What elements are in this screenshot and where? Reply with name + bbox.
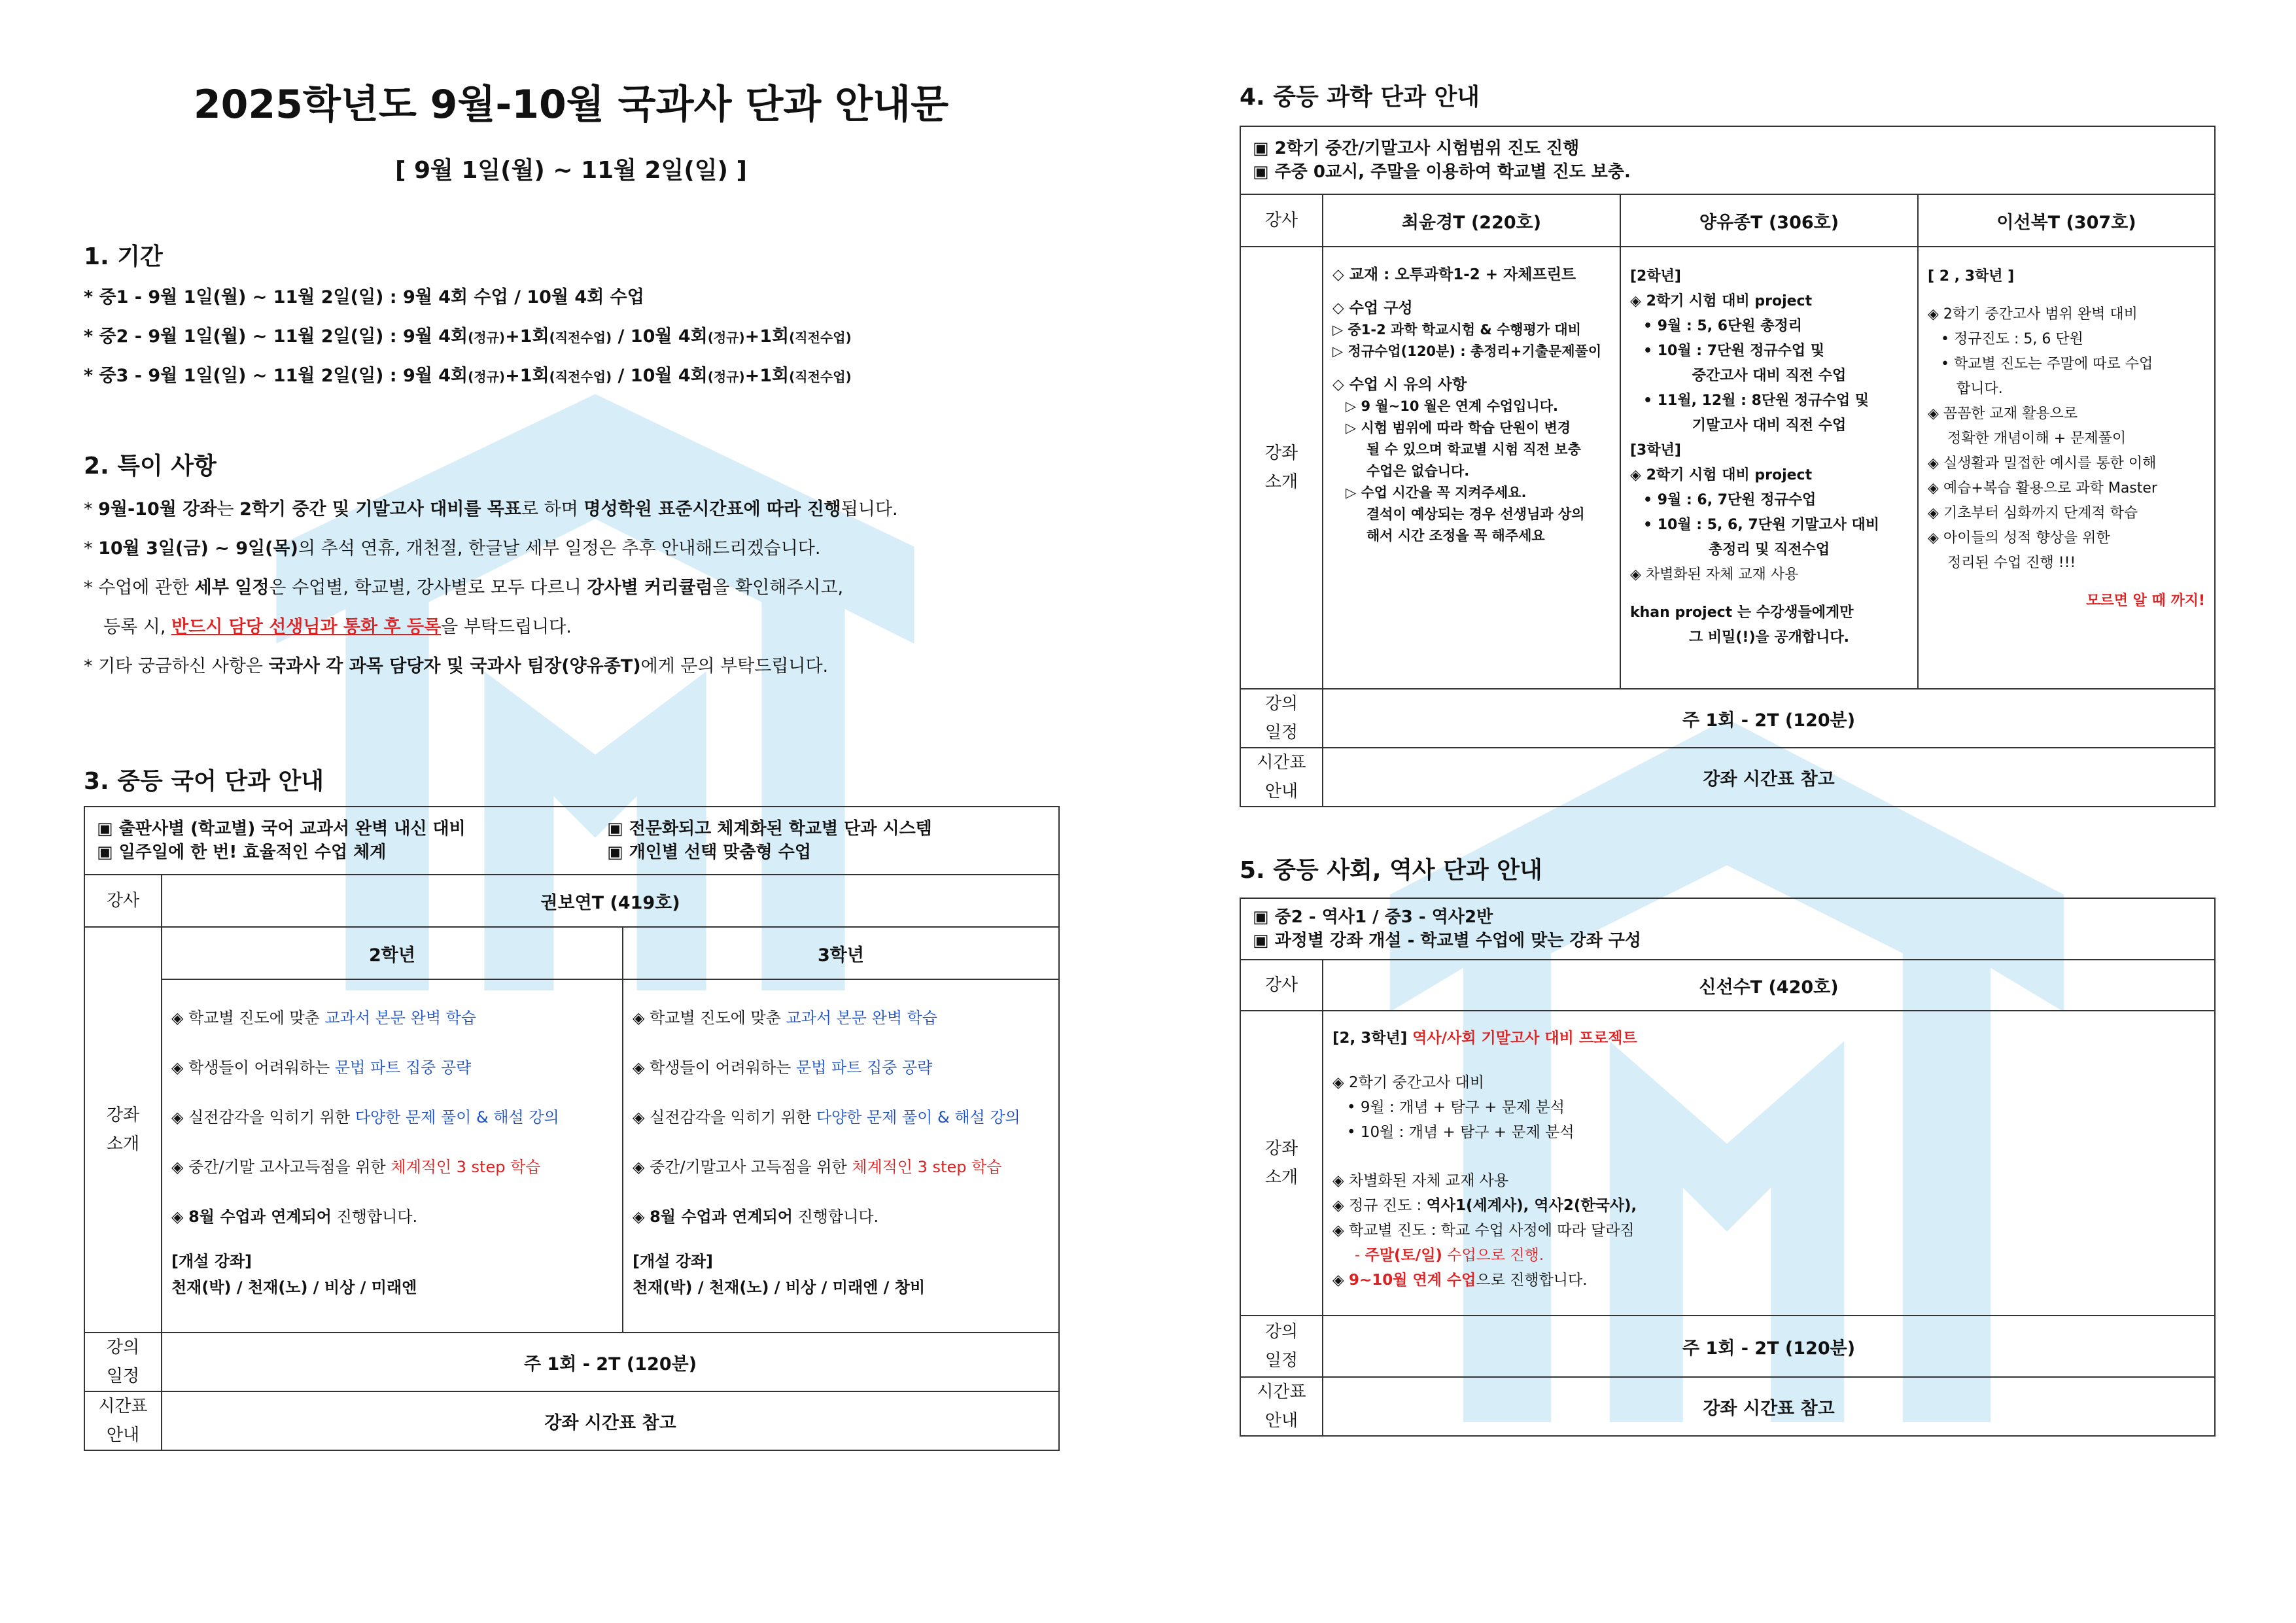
korean-notes: ▣ 출판사별 (학교별) 국어 교과서 완벽 내신 대비 ▣ 일주일에 한 번! 효율적인 수업 체계 ▣ 전문화되고 체계화된 학교별 단과 시스템 ▣ 개인별 선택 맞춤형 수업 [84, 807, 1059, 875]
korean-teacher: 권보연T (419호) [162, 875, 1059, 927]
social-notes: ▣ 중2 - 역사1 / 중3 - 역사2반 ▣ 과정별 강좌 개설 - 학교별 수업에 맞는 강좌 구성 [1240, 898, 2215, 960]
science-content-3: [ 2 , 3학년 ] ◈ 2학기 중간고사 범위 완벽 대비 • 정규진도 : 5, 6 단원 • 학교별 진도는 주말에 따로 수업 합니다. ◈ 꼼꼼한 교재 활용으로 정확한 개념이해 + 문제풀이 ◈ 실생활과 밀접한 예시를 통한 이해 ◈ 예습+복습 활용으로 과학 Master ◈ 기초부터 심화까지 단계적 학습 ◈ 아이들의 성적 향상을 위한 정리된 수업 진행 !!! 모르면 알 때 까지! [1918, 247, 2215, 689]
korean-teacher-label: 강사 [84, 875, 162, 927]
korean-schedule-label: 강의 일정 [84, 1333, 162, 1391]
page-title: 2025학년도 9월-10월 국과사 단과 안내문 [193, 82, 949, 128]
science-content-2: [2학년] ◈ 2학기 시험 대비 project • 9월 : 5, 6단원 총정리 • 10월 : 7단원 정규수업 및 중간고사 대비 직전 수업 • 11월, 12월 : 8단원 정규수업 및 기말고사 대비 직전 수업 [3학년] ◈ 2학기 시험 대비 project • 9월 : 6, 7단원 정규수업 • 10월 : 5, 6, 7단원 기말고사 대비 총정리 및 직전수업 ◈ 차별화된 자체 교재 사용 khan project 는 수강생들에게만 그 비밀(!)을 공개합니다. [1620, 247, 1918, 689]
period-m2: * 중2 - 9월 1일(월) ~ 11월 2일(일) : 9월 4회(정규)+1회(직전수업) / 10월 4회(정규)+1회(직전수업) [84, 326, 852, 347]
social-timetable-label: 시간표 안내 [1240, 1377, 1323, 1436]
note-line-3: * 수업에 관한 세부 일정은 수업별, 학교별, 강사별로 모두 다르니 강사별 커리큘럼을 확인해주시고, [84, 578, 844, 598]
section-2-title: 2. 특이 사항 [84, 453, 217, 480]
korean-intro-label: 강좌 소개 [84, 927, 162, 1333]
social-schedule-label: 강의 일정 [1240, 1316, 1323, 1377]
social-intro-label: 강좌 소개 [1240, 1011, 1323, 1316]
social-teacher: 신선수T (420호) [1323, 960, 2215, 1011]
korean-table [84, 806, 1060, 1451]
social-timetable: 강좌 시간표 참고 [1323, 1377, 2215, 1436]
period-m3: * 중3 - 9월 1일(일) ~ 11월 2일(일) : 9월 4회(정규)+1회(직전수업) / 10월 4회(정규)+1회(직전수업) [84, 366, 852, 386]
social-content: [2, 3학년] 역사/사회 기말고사 대비 프로젝트 ◈ 2학기 중간고사 대비 • 9월 : 개념 + 탐구 + 문제 분석 • 10월 : 개념 + 탐구 + 문제 분석 ◈ 차별화된 자체 교재 사용 ◈ 정규 진도 : 역사1(세계사), 역사2(한국사), ◈ 학교별 진도 : 학교 수업 사정에 따라 달라짐 - 주말(토/일) 수업으로 진행. ◈ 9~10월 연계 수업으로 진행합니다. [1323, 1011, 2215, 1316]
science-schedule-label: 강의 일정 [1240, 689, 1323, 748]
science-content-1: ◇ 교재 : 오투과학1-2 + 자체프린트 ◇ 수업 구성 ▷ 중1-2 과학 학교시험 & 수행평가 대비 ▷ 정규수업(120분) : 총정리+기출문제풀이 ◇ 수업 시 유의 사항 ▷ 9 월~10 월은 연계 수업입니다. ▷ 시험 범위에 따라 학습 단원이 변경 될 수 있으며 학교별 시험 직전 보충 수업은 없습니다. ▷ 수업 시간을 꼭 지켜주세요. 결석이 예상되는 경우 선생님과 상의 해서 시간 조정을 꼭 해주세요 [1323, 247, 1620, 689]
section-4-title: 4. 중등 과학 단과 안내 [1240, 84, 1480, 111]
period-title: [ 9월 1일(월) ~ 11월 2일(일) ] [395, 157, 747, 184]
section-5-title: 5. 중등 사회, 역사 단과 안내 [1240, 857, 1542, 884]
note-line-4: 등록 시, 반드시 담당 선생님과 통화 후 등록을 부탁드립니다. [103, 617, 572, 637]
science-teacher-2: 양유종T (306호) [1620, 194, 1918, 247]
korean-grade2-content: ◈ 학교별 진도에 맞춘 교과서 본문 완벽 학습 ◈ 학생들이 어려워하는 문법 파트 집중 공략 ◈ 실전감각을 익히기 위한 다양한 문제 풀이 & 해설 강의 ◈ 중간/기말 고사고득점을 위한 체계적인 3 step 학습 ◈ 8월 수업과 연계되어 진행합니다. [개설 강좌] 천재(박) / 천재(노) / 비상 / 미래엔 [162, 979, 623, 1333]
korean-schedule: 주 1회 - 2T (120분) [162, 1333, 1059, 1391]
section-1-title: 1. 기간 [84, 243, 163, 270]
science-teacher-1: 최윤경T (220호) [1323, 194, 1620, 247]
social-schedule: 주 1회 - 2T (120분) [1323, 1316, 2215, 1377]
note-line-2: * 10월 3일(금) ~ 9일(목)의 추석 연휴, 개천절, 한글날 세부 일정은 추후 안내해드리겠습니다. [84, 538, 821, 559]
note-line-5: * 기타 궁금하신 사항은 국과사 각 과목 담당자 및 국과사 팀장(양유종T)에게 문의 부탁드립니다. [84, 656, 829, 676]
section-3-title: 3. 중등 국어 단과 안내 [84, 768, 324, 795]
note-line-1: * 9월-10월 강좌는 2학기 중간 및 기말고사 대비를 목표로 하며 명성학원 표준시간표에 따라 진행됩니다. [84, 499, 898, 519]
korean-grade2-header: 2학년 [162, 927, 623, 979]
science-timetable: 강좌 시간표 참고 [1323, 748, 2215, 807]
science-teacher-3: 이선복T (307호) [1918, 194, 2215, 247]
science-timetable-label: 시간표 안내 [1240, 748, 1323, 807]
science-teacher-label: 강사 [1240, 194, 1323, 247]
korean-timetable: 강좌 시간표 참고 [162, 1391, 1059, 1450]
korean-timetable-label: 시간표 안내 [84, 1391, 162, 1450]
science-notes: ▣ 2학기 중간/기말고사 시험범위 진도 진행 ▣ 주중 0교시, 주말을 이용하여 학교별 진도 보충. [1240, 126, 2215, 194]
period-m1: * 중1 - 9월 1일(월) ~ 11월 2일(일) : 9월 4회 수업 / 10월 4회 수업 [84, 287, 644, 307]
korean-grade3-header: 3학년 [623, 927, 1059, 979]
social-table [1240, 898, 2216, 1437]
korean-grade3-content: ◈ 학교별 진도에 맞춘 교과서 본문 완벽 학습 ◈ 학생들이 어려워하는 문법 파트 집중 공략 ◈ 실전감각을 익히기 위한 다양한 문제 풀이 & 해설 강의 ◈ 중간/기말고사 고득점을 위한 체계적인 3 step 학습 ◈ 8월 수업과 연계되어 진행합니다. [개설 강좌] 천재(박) / 천재(노) / 비상 / 미래엔 / 창비 [623, 979, 1059, 1333]
science-schedule: 주 1회 - 2T (120분) [1323, 689, 2215, 748]
science-table [1240, 126, 2216, 807]
science-intro-label: 강좌 소개 [1240, 247, 1323, 689]
social-teacher-label: 강사 [1240, 960, 1323, 1011]
